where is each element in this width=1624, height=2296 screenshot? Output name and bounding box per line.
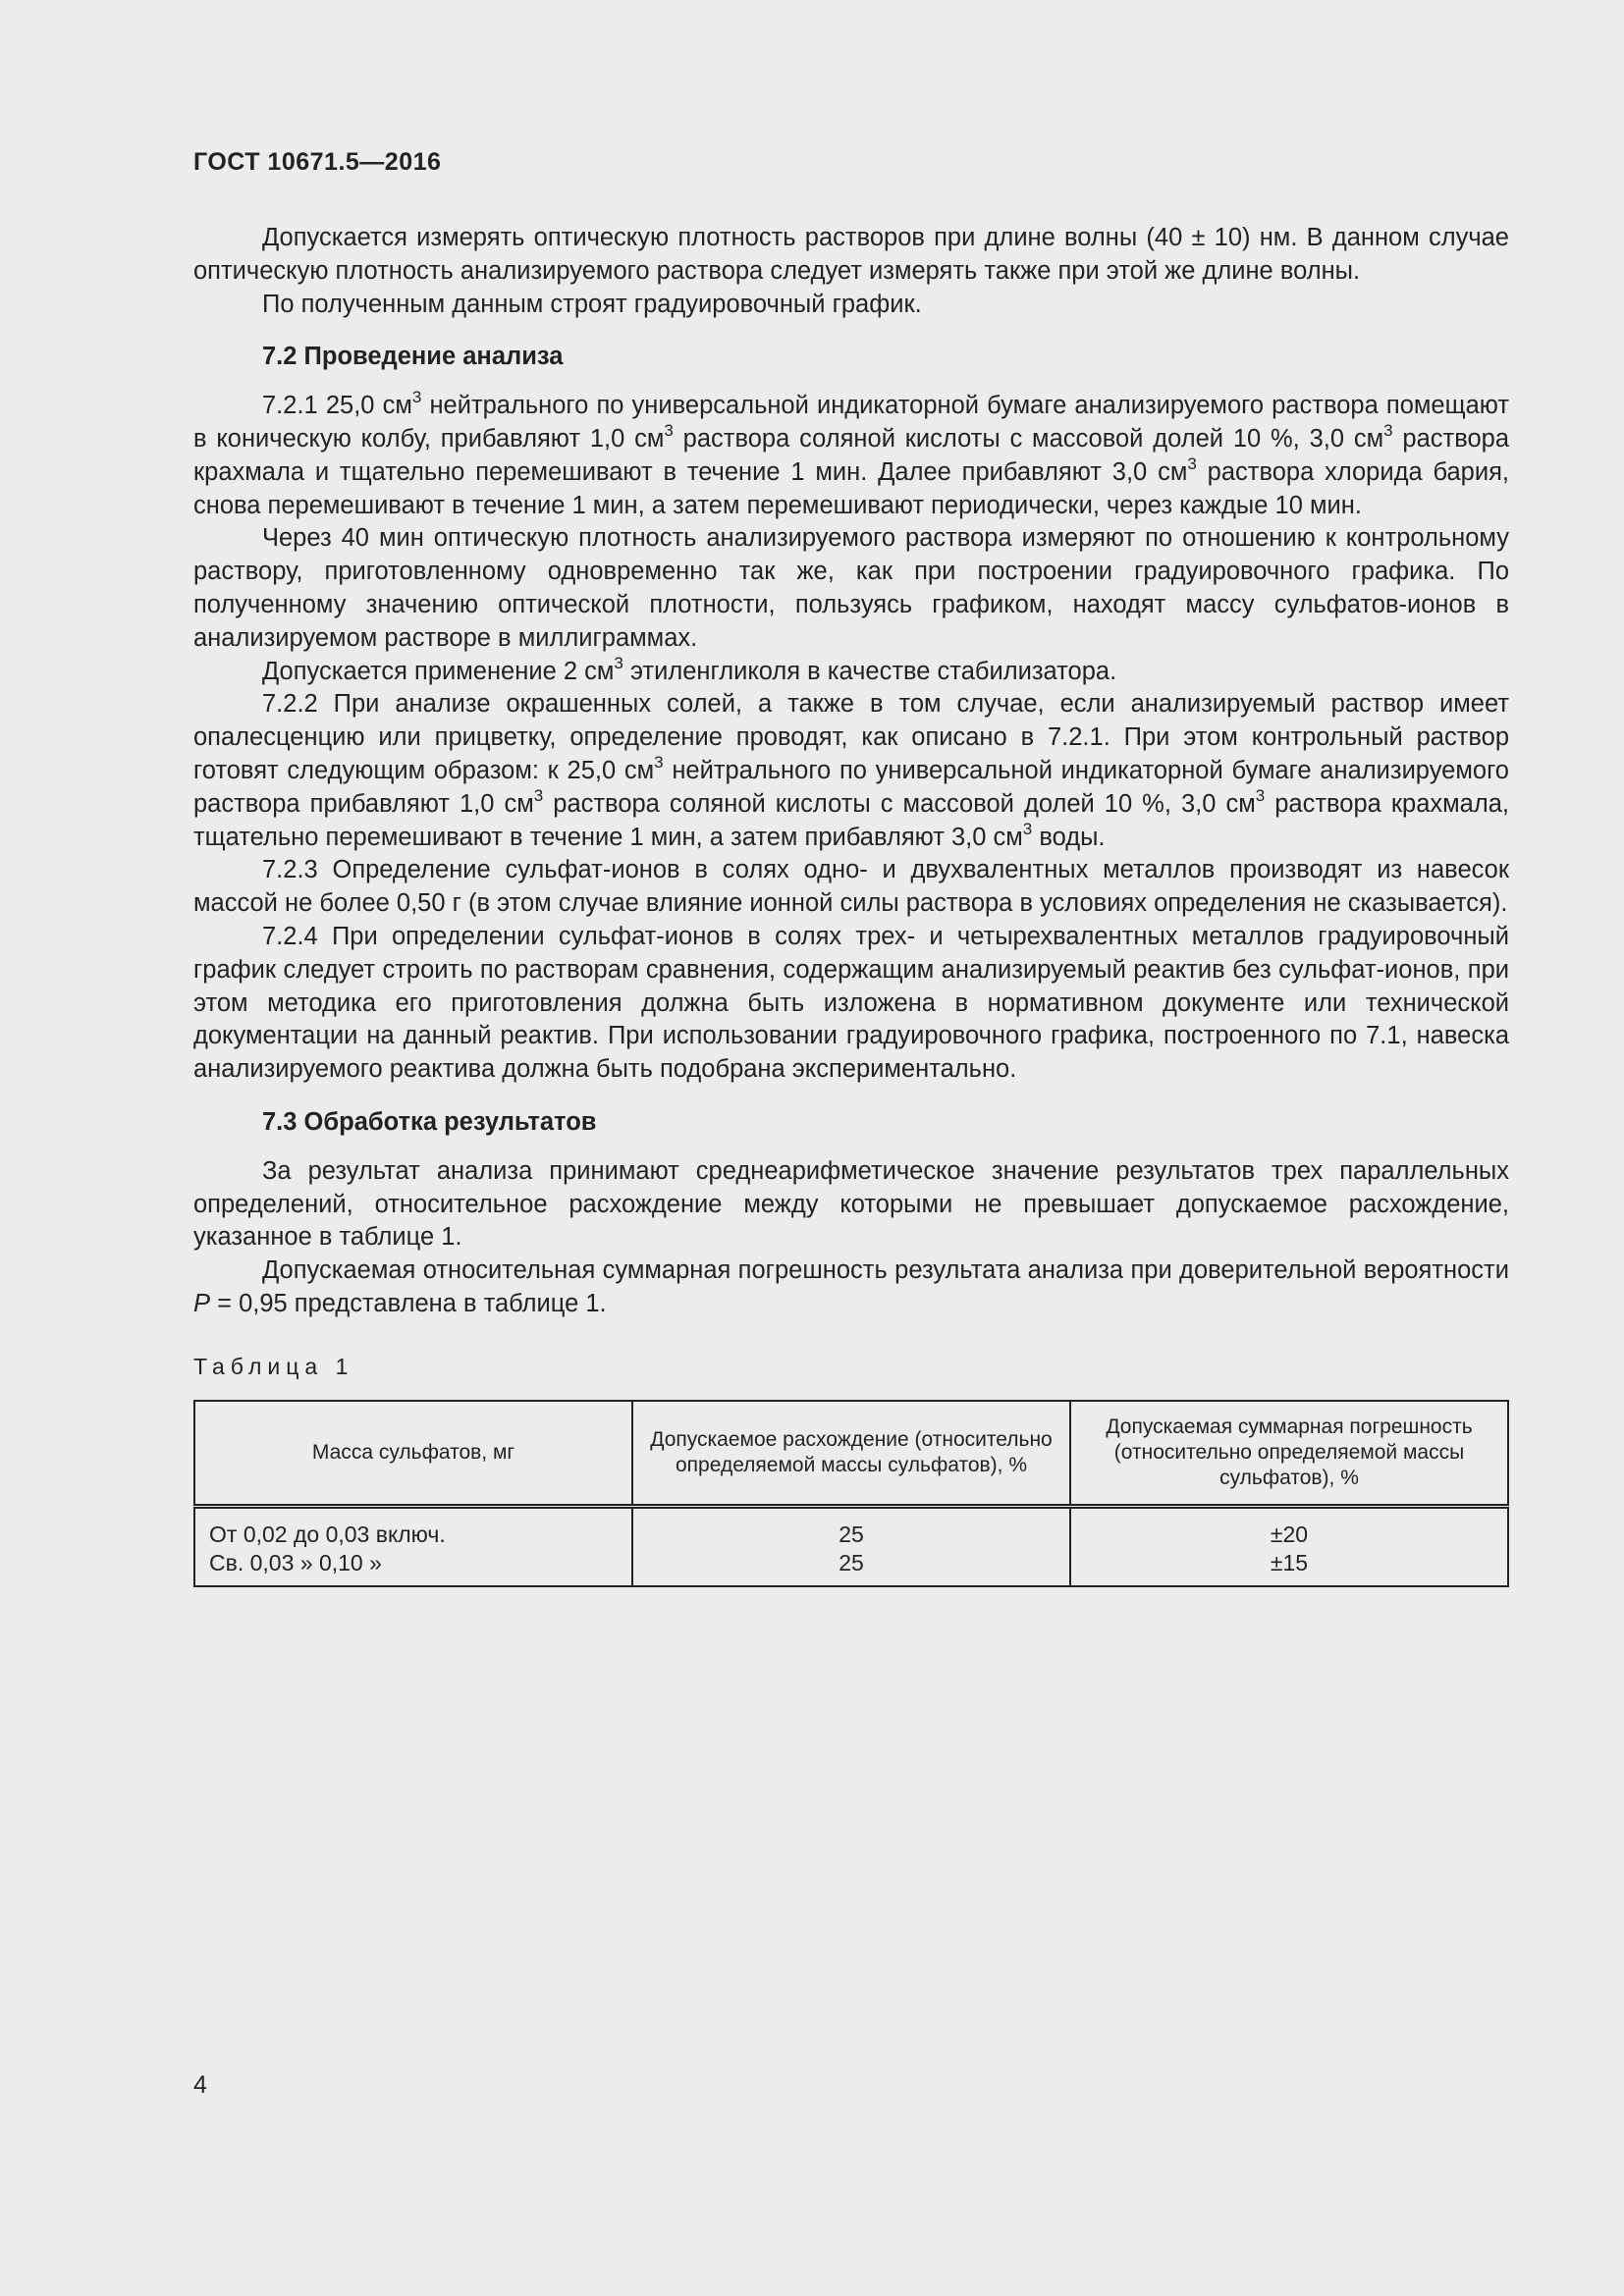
paragraph-error: Допускаемая относительная суммарная погрешность результата анализа при доверительной вероятности P = 0,95 представлена в таблице 1. xyxy=(193,1256,1509,1317)
table-header-row xyxy=(194,1401,1508,1507)
results-table xyxy=(193,1400,1509,1587)
table-caption: Таблица 1 xyxy=(193,1353,354,1379)
paragraph-ethylene-glycol: Допускается применение 2 $см^3$ этиленгликоля в качестве стабилизатора. xyxy=(262,653,1117,685)
paragraph-7-2-2: 7.2.2 При анализе окрашенных солей, а также в том случае, если анализируемый раствор имеет опалесценцию или прицветку, определение проводят, как описано в 7.2.1. При этом контрольный раствор готовят следующим образом: к 25,0 $см^3$ нейтрального по универсальной индикаторной бумаге анализируемого раствора прибавляют 1,0 $см^3$ раствора соляной кислоты с массовой долей 10 %, 3,0 $см^3$ раствора крахмала, тщательно перемешивают в течение 1 мин, а затем прибавляют 3,0 $см^3$ воды. xyxy=(193,690,1509,851)
paragraph-calibration-graph: По полученным данным строят градуировочный график. xyxy=(262,290,922,318)
paragraph-optical-density: Через 40 мин оптическую плотность анализируемого раствора измеряют по отношению к контрольному раствору, приготовленному одновременно так же, как при построении градуировочного графика. По полученному значению оптической плотности, пользуясь графиком, находят массу сульфатов-ионов в анализируемом растворе в миллиграммах. xyxy=(193,524,1509,652)
paragraph-result: За результат анализа принимают среднеарифметическое значение результатов трех параллельных определений, относительное расхождение между которыми не превышает допускаемое расхождение, указанное в таблице 1. xyxy=(193,1156,1509,1252)
section-heading-7-3: 7.3 Обработка результатов xyxy=(262,1107,597,1136)
table-header-error: Допускаемая суммарная погрешность (относительно определяемой массы сульфатов), % xyxy=(1070,1401,1508,1507)
table-cell-discrepancy: 25 25 xyxy=(632,1506,1070,1586)
paragraph-7-2-3: 7.2.3 Определение сульфат-ионов в солях одно- и двухвалентных металлов производят из навесок массой не более 0,50 г (в этом случае влияние ионной силы раствора в условиях определения не сказывается). xyxy=(193,856,1509,918)
table-cell-error: ±20 ±15 xyxy=(1070,1506,1508,1586)
table-cell-mass: От 0,02 до 0,03 включ. Св. 0,03 » 0,10 » xyxy=(209,1521,446,1575)
paragraph-wavelength: Допускается измерять оптическую плотность растворов при длине волны (40 ± 10) нм. В данном случае оптическую плотность анализируемого раствора следует измерять также при этой же длине волны. xyxy=(193,224,1509,285)
table-header-mass: Масса сульфатов, мг xyxy=(194,1401,632,1507)
page-number: 4 xyxy=(193,2071,207,2099)
table-header-discrepancy: Допускаемое расхождение (относительно определяемой массы сульфатов), % xyxy=(632,1401,1070,1507)
document-body xyxy=(193,222,1509,1587)
paragraph-7-2-1: 7.2.1 25,0 $см^3$ нейтрального по универсальной индикаторной бумаге анализируемого раствора помещают в коническую колбу, прибавляют 1,0 $см^3$ раствора соляной кислоты с массовой долей 10 %, 3,0 $см^3$ раствора крахмала и тщательно перемешивают в течение 1 мин. Далее прибавляют 3,0 $см^3$ раствора хлорида бария, снова перемешивают в течение 1 мин, а затем перемешивают периодически, через каждые 10 мин. xyxy=(193,388,1510,519)
document-header: ГОСТ 10671.5—2016 xyxy=(193,148,442,176)
table-row xyxy=(194,1506,1508,1586)
section-heading-7-2: 7.2 Проведение анализа xyxy=(262,343,564,371)
paragraph-7-2-4: 7.2.4 При определении сульфат-ионов в солях трех- и четырехвалентных металлов градуировочный график следует строить по растворам сравнения, содержащим анализируемый реактив без сульфат-ионов, при этом методика его приготовления должна быть изложена в нормативном документе или технической документации на данный реактив. При использовании градуировочного графика, построенного по 7.1, навеска анализируемого реактива должна быть подобрана экспериментально. xyxy=(193,922,1509,1084)
